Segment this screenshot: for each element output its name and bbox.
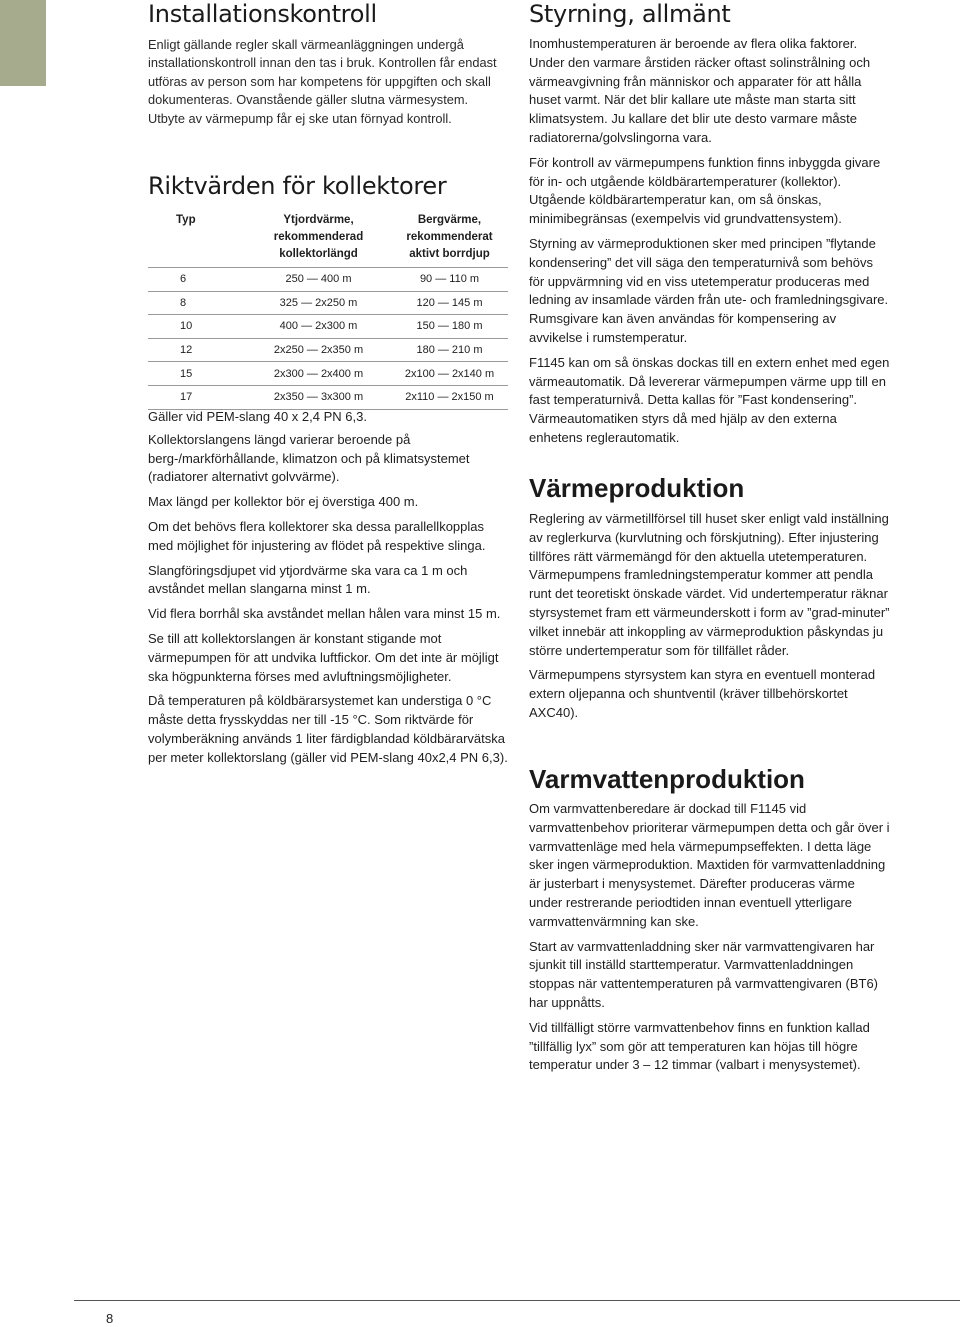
table-cell: 2x300 — 2x400 m: [246, 362, 391, 386]
table-cell: 2x110 — 2x150 m: [391, 385, 508, 409]
body-paragraph: Värmepumpens styrsystem kan styra en eventuell monterad extern oljepanna och shuntventil (kräver tillbehörskortet AXC40).: [529, 667, 876, 720]
table-header-berg: Bergvärme, rekommenderat aktivt borrdjup: [406, 214, 493, 260]
heading-varmeproduktion: Värmeproduktion: [529, 473, 745, 503]
table-row: [148, 291, 508, 315]
table-note: Gäller vid PEM-slang 40 x 2,4 PN 6,3.: [148, 409, 367, 424]
body-paragraph: Start av varmvattenladdning sker när varmvattengivaren har sjunkit till inställd starttemperatur. Varmvattenladdningen stoppas när vattentemperaturen på varmvattengivaren (BT6) har uppnåtts.: [529, 938, 879, 1010]
body-paragraph: Styrning av värmeproduktionen sker med principen ”flytande kondensering” det vill säga den temperaturnivå som behövs för uppvärmning vid en viss utetemperatur produceras med ledning av insamlade värden från ute- och framledningsgivare. Rumsgivare kan även användas för kompensering av avvikelse i rumstemperatur.: [529, 235, 889, 345]
table-header-ytjord: Ytjordvärme, rekommenderad kollektorlängd: [273, 214, 364, 260]
table-cell: 17: [148, 385, 246, 409]
body-paragraph: Om det behövs flera kollektorer ska dessa parallellkopplas med möjlighet för injustering av flödet på respektive slinga.: [148, 518, 486, 553]
varmeproduktion-text: [529, 510, 891, 729]
table-cell: 120 — 145 m: [391, 291, 508, 315]
body-paragraph: Vid flera borrhål ska avståndet mellan hålen vara minst 15 m.: [148, 606, 501, 622]
table-row: [148, 268, 508, 292]
table-cell: 400 — 2x300 m: [246, 315, 391, 339]
body-paragraph: Se till att kollektorslangen är konstant stigande mot värmepumpen för att undvika luftfickor. Om det inte är möjligt ska högpunkterna förses med avluftningsmöjligheter.: [148, 630, 499, 684]
table-row: [148, 338, 508, 362]
intro-paragraph: Enligt gällande regler skall värmeanläggningen undergå installationskontroll innan den tas i bruk. Kontrollen får endast utföras av person som har kompetens för uppgiften och skall dokumenteras. Ovanstående gäller slutna värmesystem. Utbyte av värmepump får ej ske utan förnyad kontroll.: [148, 37, 497, 126]
heading-installationskontroll: Installationskontroll: [148, 0, 377, 28]
page-number: 8: [106, 1311, 114, 1326]
table-header-typ: Typ: [176, 214, 196, 226]
table-header-row: [148, 210, 508, 268]
body-paragraph: Inomhustemperaturen är beroende av flera olika faktorer. Under den varmare årstiden räcker oftast solinstrålning och värmeavgivning från människor och apparater för att hålla huset varmt. När det blir kallare ute måste man starta sitt klimatsystem. Ju kallare det blir ute desto varmare måste radiatorerna/golvslingorna vara.: [529, 36, 871, 145]
table-cell: 2x350 — 3x300 m: [246, 385, 391, 409]
collector-table: [148, 210, 508, 410]
body-paragraph: Kollektorslangens längd varierar beroende på berg-/markförhållande, klimatzon och på klimatsystemet (radiatorer alternativt golvvärme).: [148, 431, 470, 485]
table-cell: 150 — 180 m: [391, 315, 508, 339]
varmvatten-text: [529, 800, 891, 1081]
body-paragraph: För kontroll av värmepumpens funktion finns inbyggda givare för in- och utgående köldbärartemperaturer (kollektor). Utgående köldbärartemperatur kan, om så önskas, minimibegränsas (exempelvis vid grundvattensystem).: [529, 154, 881, 227]
table-cell: 10: [148, 315, 246, 339]
left-body-text: [148, 408, 508, 774]
body-paragraph: F1145 kan om så önskas dockas till en extern enhet med egen värmeautomatik. Då levererar värmepumpen värme upp till en fast temperaturnivå. Detta kallas för ”Fast kondensering”. Värmeautomatiken styrs då med hjälp av den externa enhetens reglerautomatik.: [529, 354, 890, 445]
body-paragraph: Om varmvattenberedare är dockad till F1145 vid varmvattenbehov prioriterar värmepumpen detta och går över i varmvattenläge med hela värmepumpseffekten. I detta läge sker ingen värmeproduktion. Maxtiden för varmvattenladdning är justerbart i menysystemet. Därefter produceras värme under restrerande periodtiden innan eventuell ytterligare varmvattenvärmning kan ske.: [529, 801, 890, 929]
body-paragraph: Vid tillfälligt större varmvattenbehov finns en funktion kallad ”tillfällig lyx” som gör att temperaturen kan höjas till högre temperatur under 3 – 12 timmar (valbart i menysystemet).: [529, 1019, 870, 1073]
body-paragraph: Reglering av värmetillförsel till huset sker enligt vald inställning av reglerkurva (kurvlutning och förskjutning). Efter injustering tillföres rätt värmemängd för den aktuella utetemperaturen. Värmepumpens framledningstemperatur kommer att pendla runt det teoretiskt önskade värdet. Vid undertemperatur räknar styrsystemet fram ett värmeunderskott i form av ”grad-minuter” vilket innebär att inkoppling av värmeproduktion påskyndas ju större undertemperatur som för tillfället råder.: [529, 511, 890, 658]
heading-varmvattenproduktion: Varmvattenproduktion: [529, 764, 805, 794]
table-cell: 12: [148, 338, 246, 362]
heading-styrning: Styrning, allmänt: [529, 0, 731, 28]
table-cell: 180 — 210 m: [391, 338, 508, 362]
table-cell: 8: [148, 291, 246, 315]
body-paragraph: Max längd per kollektor bör ej överstiga 400 m.: [148, 494, 419, 510]
table-cell: 90 — 110 m: [391, 268, 508, 292]
section-tab: [0, 0, 46, 86]
footer-rule: [74, 1300, 960, 1301]
table-cell: 15: [148, 362, 246, 386]
table-row: [148, 315, 508, 339]
heading-riktvarden: Riktvärden för kollektorer: [148, 172, 447, 200]
table-cell: 2x100 — 2x140 m: [391, 362, 508, 386]
styrning-text: [529, 35, 891, 454]
table-cell: 250 — 400 m: [246, 268, 391, 292]
table-cell: 2x250 — 2x350 m: [246, 338, 391, 362]
table-cell: 6: [148, 268, 246, 292]
body-paragraph: Slangföringsdjupet vid ytjordvärme ska vara ca 1 m och avståndet mellan slangarna minst 1 m.: [148, 562, 468, 597]
table-row: [148, 362, 508, 386]
table-cell: 325 — 2x250 m: [246, 291, 391, 315]
body-paragraph: Då temperaturen på köldbärarsystemet kan understiga 0 °C måste detta frysskyddas ner till -15 °C. Som riktvärde för volymberäkning används 1 liter färdigblandad köldbärarvätska per meter kollektorslang (gäller vid PEM-slang 40x2,4 PN 6,3).: [148, 693, 508, 765]
table-row: [148, 385, 508, 409]
